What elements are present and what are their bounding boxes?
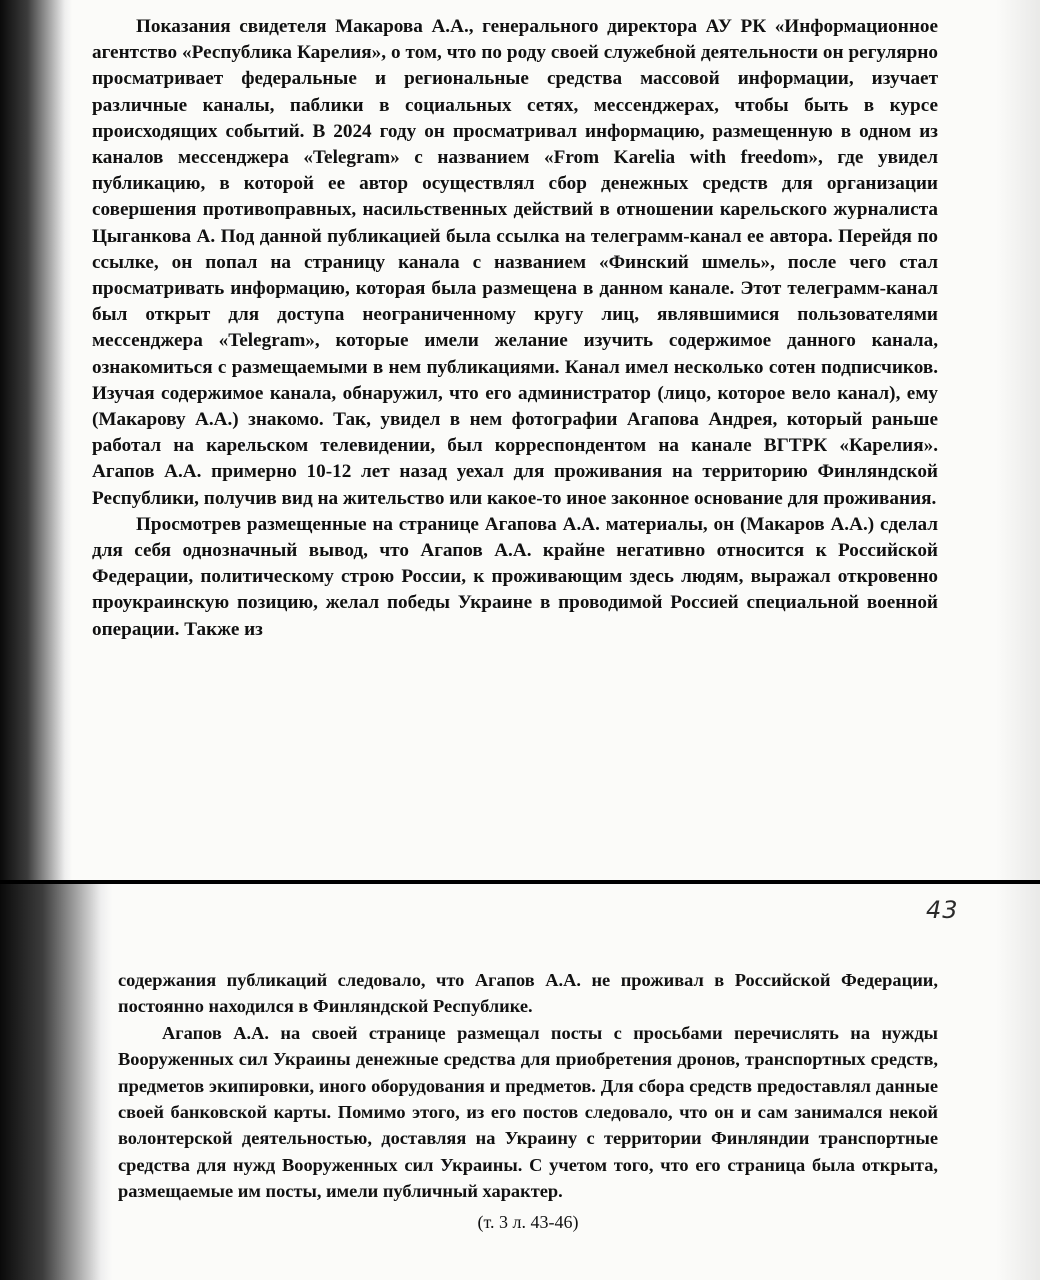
paragraph-witness-testimony <box>92 14 938 512</box>
paragraph-continuation: содержания публикаций следовало, что Агапов А.А. не проживал в Российской Федерации, постоянно находился в Финляндской Республике. <box>118 970 938 1017</box>
paragraph-donations: Агапов А.А. на своей странице размещал посты с просьбами перечислять на нужды Вооруженных сил Украины денежные средства для приобретения дронов, транспортных средств, предметов экипировки, иного оборудования и предметов. Для сбора средств предоставлял данные своей банковской карты. Помимо этого, из его постов следовало, что он и сам занимался некой волонтерской деятельностью, доставляя на Украину с территории Финляндии транспортные средства для нужд Вооруженных сил Украины. С учетом того, что его страница была открыта, размещаемые им посты, имели публичный характер. <box>118 1022 938 1202</box>
witness-heading: Показания свидетеля Макарова А.А., генерального директора АУ РК «Информационное агентство «Республика Карелия» <box>92 16 938 64</box>
binding-shadow-top <box>0 0 72 880</box>
document-text-top <box>92 14 938 643</box>
document-text-bottom <box>118 967 938 1235</box>
scan-edge-top <box>996 0 1040 880</box>
paragraph1-body: , о том, что по роду своей служебной деятельности он регулярно просматривает федеральные и региональные средства массовой информации, изучает различные каналы, паблики в социальных сетях, мессенджерах, чтобы быть в курсе происходящих событий. В 2024 году он просматривал информацию, размещенную в одном из каналов мессенджера «Telegram» с названием «From Karelia with freedom», где увидел публикацию, в которой ее автор осуществлял сбор денежных средств для организации совершения противоправных, насильственных действий в отношении карельского журналиста Цыганкова А. Под данной публикацией была ссылка на телеграмм-канал ее автора. Перейдя по ссылке, он попал на страницу канала с названием «Финский шмель», после чего стал просматривать информацию, которая была размещена в данном канале. Этот телеграмм-канал был открыт для доступа неограниченному кругу лиц, являвшимися пользователями мессенджера «Telegram», которые имели желание изучить содержимое данного канала, ознакомиться с размещаемыми в нем публикациями. Канал имел несколько сотен подписчиков. Изучая содержимое канала, обнаружил, что его администратор (лицо, которое вело канал), ему (Макарову А.А.) знакомо. Так, увидел в нем фотографии Агапова Андрея, который раньше работал на карельском телевидении, был корреспондентом на канале ВГТРК «Карелия». Агапов А.А. примерно 10-12 лет назад уехал для проживания на территорию Финляндской Республики, получив вид на жительство или какое-то иное законное основание для проживания. <box>92 42 938 509</box>
binding-shadow-bottom <box>0 884 112 1280</box>
handwritten-page-number: 43 <box>926 896 959 924</box>
case-file-reference: (т. 3 л. 43-46) <box>477 1211 579 1232</box>
scan-edge-bottom <box>996 884 1040 1280</box>
paragraph-conclusion: Просмотрев размещенные на странице Агапова А.А. материалы, он (Макаров А.А.) сделал для себя однозначный вывод, что Агапов А.А. крайне негативно относится к Российской Федерации, политическому строю России, к проживающим здесь людям, выражал откровенно проукраинскую позицию, желал победы Украине в проводимой Россией специальной военной операции. Также из <box>92 513 938 640</box>
